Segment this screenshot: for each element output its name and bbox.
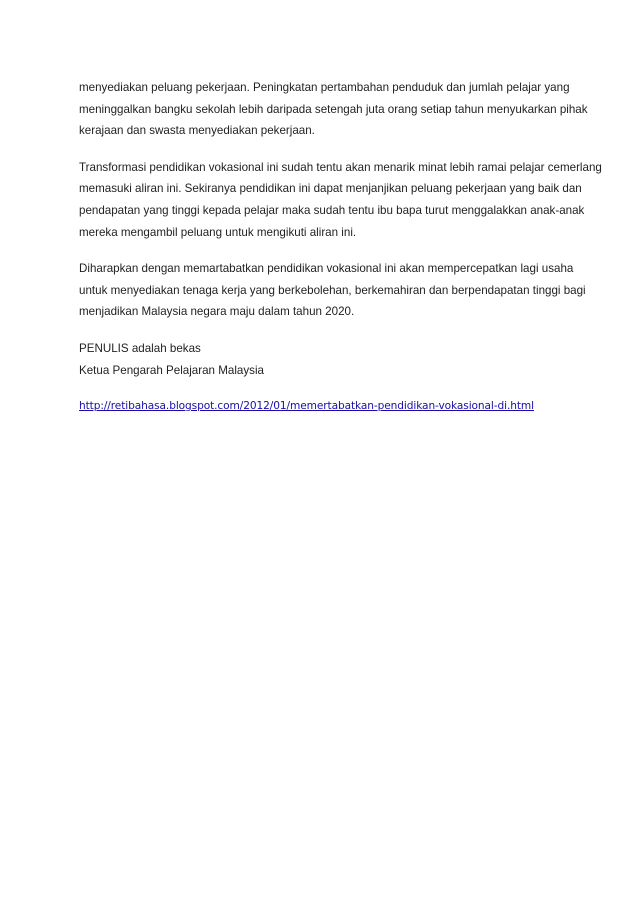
paragraph-line: memasuki aliran ini. Sekiranya pendidikan ini dapat menjanjikan peluang pekerjaan yang baik dan	[79, 182, 582, 196]
paragraph-1	[79, 77, 588, 142]
paragraph-line: Transformasi pendidikan vokasional ini sudah tentu akan menarik minat lebih ramai pelajar cemerlang	[79, 160, 602, 174]
paragraph-line: pendapatan yang tinggi kepada pelajar maka sudah tentu ibu bapa turut menggalakkan anak-anak	[79, 203, 585, 217]
author-note	[79, 338, 579, 381]
document-body	[79, 77, 602, 433]
author-line: Ketua Pengarah Pelajaran Malaysia	[79, 363, 264, 377]
paragraph-line: meninggalkan bangku sekolah lebih daripada setengah juta orang setiap tahun menyukarkan pihak	[79, 102, 588, 116]
source-link[interactable]: http://retibahasa.blogspot.com/2012/01/memertabatkan-pendidikan-vokasional-di.html	[79, 400, 534, 413]
paragraph-line: menyediakan peluang pekerjaan. Peningkatan pertambahan penduduk dan jumlah pelajar yang	[79, 81, 570, 94]
paragraph-line: Diharapkan dengan memartabatkan pendidikan vokasional ini akan mempercepatkan lagi usaha	[79, 262, 574, 276]
paragraph-3	[79, 258, 586, 323]
paragraph-line: menjadikan Malaysia negara maju dalam tahun 2020.	[79, 305, 355, 319]
paragraph-line: mereka mengambil peluang untuk mengikuti aliran ini.	[79, 225, 357, 239]
paragraph-line: kerajaan dan swasta menyediakan pekerjaan.	[79, 124, 315, 138]
author-line: PENULIS adalah bekas	[79, 341, 201, 355]
source-paragraph	[79, 396, 579, 418]
paragraph-line: untuk menyediakan tenaga kerja yang berkebolehan, berkemahiran dan berpendapatan tinggi bagi	[79, 283, 586, 297]
paragraph-2	[79, 157, 602, 243]
